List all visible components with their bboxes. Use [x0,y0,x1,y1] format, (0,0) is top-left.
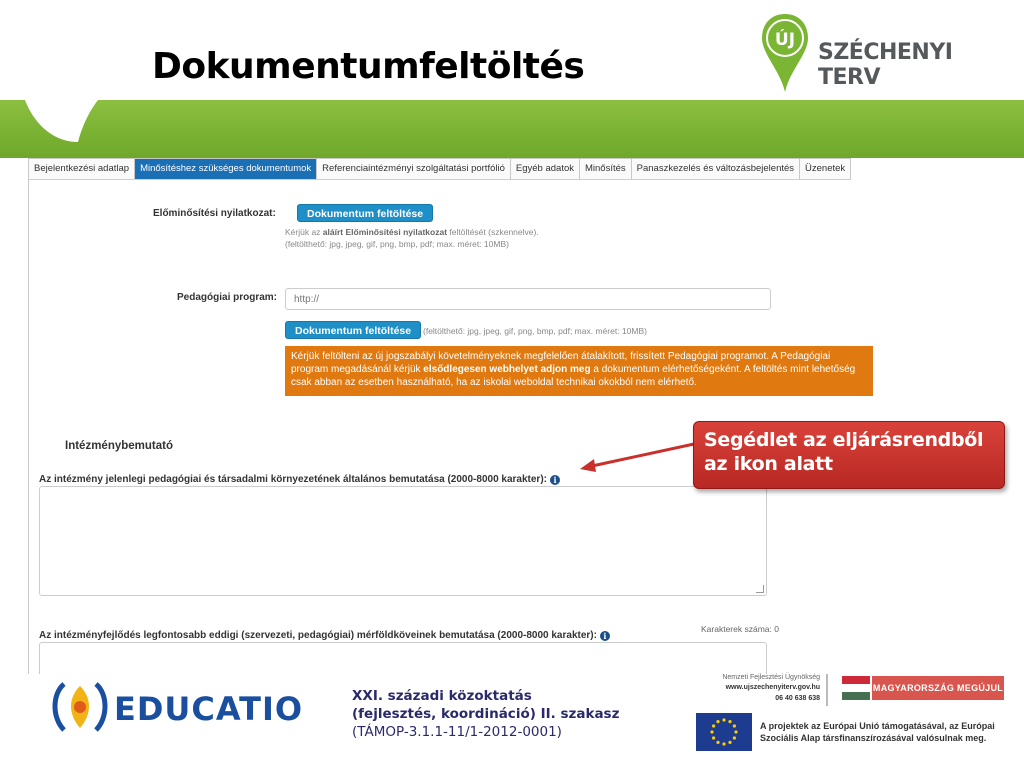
header-green-band [0,100,1024,158]
tab-minositeshez-dokumentumok[interactable]: Minősítéshez szükséges dokumentumok [135,158,317,179]
q2-label [39,630,610,641]
program-upload-button[interactable]: Dokumentum feltöltése [285,321,421,339]
tab-panaszkezeles[interactable]: Panaszkezelés és változásbejelentés [632,158,800,179]
tab-bar [29,158,851,180]
preq-hint [285,226,539,238]
footer-program-code: (TÁMOP-3.1.1-11/1-2012-0001) [352,724,562,740]
nfu-phone: 06 40 638 638 [775,695,820,702]
nfu-name: Nemzeti Fejlesztési Ügynökség [722,674,820,681]
q2-label-text: Az intézményfejlődés legfontosabb eddigi (szervezeti, pedagógiai) mérföldköveinek bemutatása (2000-8000 karakter): [39,630,597,641]
slide-title: Dokumentumfeltöltés [152,46,585,87]
tab-egyeb-adatok[interactable]: Egyéb adatok [511,158,580,179]
callout-line1: Segédlet az eljárásrendből [704,429,984,451]
szechenyi-terv-logo [760,12,1020,92]
info-icon[interactable]: i [600,631,610,641]
callout-line2: az ikon alatt [704,453,833,475]
uj-logo-text: ÚJ [774,30,796,50]
footer-separator [826,674,828,706]
q1-label-text: Az intézmény jelenlegi pedagógiai és társadalmi környezetének általános bemutatása (2000-8000 karakter): [39,474,547,485]
educatio-brand: EDUCATIO [114,690,304,728]
callout-box [693,421,1005,489]
footer-program-subtitle: (fejlesztés, koordináció) II. szakasz [352,706,620,722]
tab-minosites[interactable]: Minősítés [580,158,632,179]
program-url-input[interactable] [285,288,771,310]
q1-textarea[interactable] [39,486,767,596]
preq-hint-bold: aláírt Előminősítési nyilatkozat [322,227,448,237]
educatio-logo-icon [50,676,110,736]
app-screen [28,158,1024,674]
info-icon[interactable]: i [550,475,560,485]
section-title-intezmenybemutato: Intézménybemutató [65,440,173,452]
magyarorszag-megujul-banner: MAGYARORSZÁG MEGÚJUL [872,676,1004,700]
uj-pin-icon [760,12,810,94]
callout-arrow-icon [578,440,698,474]
preq-upload-button[interactable]: Dokumentum feltöltése [297,204,433,222]
program-label: Pedagógiai program: [177,292,278,303]
brand-name: SZÉCHENYI TERV [818,40,953,90]
preq-hint-post: feltöltését (szkennelve). [447,227,539,237]
tab-bejelentkezesi-adatlap[interactable]: Bejelentkezési adatlap [29,158,135,179]
tab-referenciaintezmenyi-portfolio[interactable]: Referenciaintézményi szolgáltatási portfólió [317,158,511,179]
warning-text-bold: elsődlegesen webhelyet adjon meg [423,364,591,375]
hungarian-flag-icon [842,676,870,700]
eu-support-text: A projektek az Európai Unió támogatásával, az Európai Szociális Alap társfinanszírozásával valósulnak meg. [760,721,995,743]
warning-text-pre: Kérjük feltölteni az új jogszabályi követelményeknek megfelelően átalakított, frissített Pedagógiai programot. A Pedagógiai program megadásánál kérjük [291,351,831,375]
tab-uzenetek[interactable]: Üzenetek [800,158,851,179]
eu-flag-icon [696,713,752,751]
q2-textarea[interactable] [39,642,767,674]
resize-grip-icon[interactable] [756,585,764,593]
nfu-url: www.ujszechenyiterv.gov.hu [725,684,820,691]
preq-hint-pre: Kérjük az [285,227,323,237]
character-counter: Karakterek száma: 0 [701,624,779,634]
footer-program-title: XXI. századi közoktatás [352,688,532,704]
warning-text-post: a dokumentum elérhetőségeként. A feltöltés mint lehetőség csak abban az esetben használható, ha az iskolai weboldal technikai okokból nem elérhető. [291,364,856,388]
leaf-decoration-icon [20,96,100,146]
program-warning-box [285,346,873,396]
q1-label [39,474,560,485]
preq-label: Előminősítési nyilatkozat: [153,208,276,219]
program-hint-formats: (feltölthető: jpg, jpeg, gif, png, bmp, pdf; max. méret: 10MB) [423,326,647,336]
preq-hint-formats: (feltölthető: jpg, jpeg, gif, png, bmp, pdf; max. méret: 10MB) [285,239,509,249]
